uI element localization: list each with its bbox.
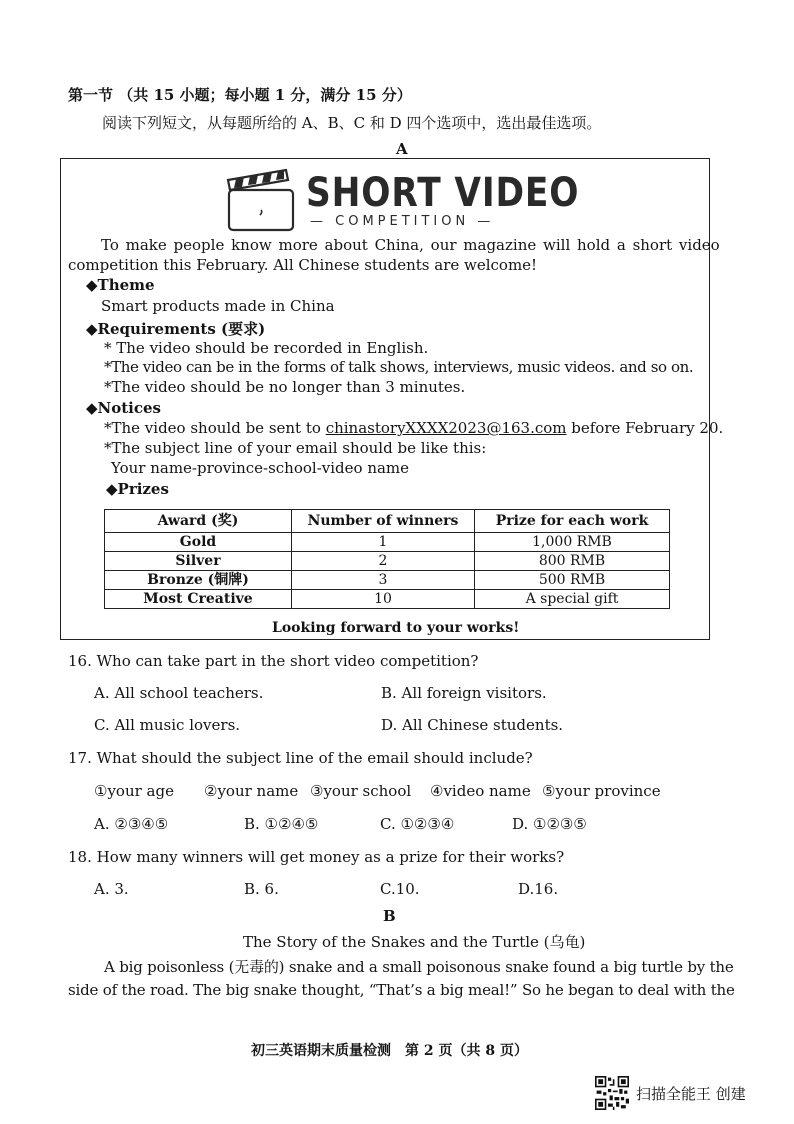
table-cell: 1,000 RMB	[475, 533, 670, 552]
prize-table	[104, 509, 670, 609]
q18-option-c: C.10.	[380, 880, 420, 898]
passage-b-line-1: A big poisonless (无毒的) snake and a small poisonous snake found a big turtle by the	[104, 958, 734, 976]
question-16-stem: 16. Who can take part in the short video competition?	[68, 652, 479, 670]
logo-subtitle: — COMPETITION —	[310, 214, 495, 229]
question-17-stem: 17. What should the subject line of the email should include?	[68, 749, 533, 767]
qr-code-icon	[595, 1076, 629, 1110]
table-header-row	[105, 510, 670, 533]
q18-option-b: B. 6.	[244, 880, 279, 898]
q16-option-b: B. All foreign visitors.	[381, 684, 547, 702]
table-row	[105, 533, 670, 552]
question-18-stem: 18. How many winners will get money as a prize for their works?	[68, 848, 565, 866]
page-footer: 初三英语期末质量检测 第 2 页（共 8 页）	[251, 1043, 528, 1059]
q17-option-d: D. ①②③⑤	[512, 815, 587, 833]
table-cell: Most Creative	[105, 590, 292, 609]
table-row	[105, 571, 670, 590]
intro-line-1: To make people know more about China, our magazine will hold a short video	[101, 236, 720, 254]
section-title: 第一节 （共 15 小题；每小题 1 分，满分 15 分）	[68, 86, 412, 104]
table-cell: 2	[292, 552, 475, 571]
table-row	[105, 590, 670, 609]
intro-line-2: competition this February. All Chinese students are welcome!	[68, 256, 538, 274]
q17-item: ⑤your province	[542, 782, 661, 800]
table-cell: Silver	[105, 552, 292, 571]
table-cell: 10	[292, 590, 475, 609]
table-header-cell: Prize for each work	[475, 510, 670, 533]
table-header-cell: Number of winners	[292, 510, 475, 533]
notice-item-1	[104, 419, 723, 437]
requirement-item: *The video should be no longer than 3 minutes.	[104, 378, 466, 396]
notices-heading: ◆Notices	[86, 399, 161, 417]
subject-format: Your name-province-school-video name	[111, 459, 410, 477]
table-row	[105, 552, 670, 571]
section-instruction: 阅读下列短文，从每题所给的 A、B、C 和 D 四个选项中，选出最佳选项。	[102, 114, 602, 132]
passage-b-label: B	[383, 907, 396, 925]
q17-item: ②your name	[204, 782, 299, 800]
table-header-cell: Award (奖)	[105, 510, 292, 533]
table-cell: 800 RMB	[475, 552, 670, 571]
q16-option-c: C. All music lovers.	[94, 716, 241, 734]
notice-1-prefix: *The video should be sent to	[104, 419, 326, 437]
scanner-watermark: 扫描全能王 创建	[636, 1085, 746, 1103]
q17-option-c: C. ①②③④	[380, 815, 455, 833]
notice-item-2: *The subject line of your email should be like this:	[104, 439, 487, 457]
q16-option-d: D. All Chinese students.	[381, 716, 564, 734]
notice-1-suffix: before February 20.	[566, 419, 724, 437]
theme-heading: ◆Theme	[86, 276, 155, 294]
requirements-heading: ◆Requirements (要求)	[86, 320, 266, 338]
closing-line: Looking forward to your works!	[272, 620, 520, 636]
table-cell: Gold	[105, 533, 292, 552]
logo-title: SHORT VIDEO	[306, 170, 580, 216]
table-cell: 500 RMB	[475, 571, 670, 590]
q17-item: ①your age	[94, 782, 174, 800]
q17-option-a: A. ②③④⑤	[94, 815, 169, 833]
table-cell: A special gift	[475, 590, 670, 609]
notice-email: chinastoryXXXX2023@163.com	[325, 419, 567, 437]
prizes-heading: ◆Prizes	[106, 480, 169, 498]
requirement-item: *The video can be in the forms of talk shows, interviews, music videos. and so on.	[104, 358, 694, 376]
clapperboard-icon	[224, 166, 296, 232]
q16-option-a: A. All school teachers.	[94, 684, 264, 702]
table-cell: 3	[292, 571, 475, 590]
table-cell: Bronze (铜牌)	[105, 571, 292, 590]
theme-text: Smart products made in China	[101, 297, 335, 315]
passage-a-label: A	[396, 140, 408, 158]
q17-item: ③your school	[310, 782, 412, 800]
q17-item: ④video name	[430, 782, 531, 800]
passage-b-line-2: side of the road. The big snake thought, “That’s a big meal!” So he began to deal with the	[68, 981, 735, 999]
q18-option-a: A. 3.	[94, 880, 129, 898]
requirement-item: * The video should be recorded in English.	[104, 339, 429, 357]
passage-b-title: The Story of the Snakes and the Turtle (乌龟)	[243, 933, 586, 951]
q17-option-b: B. ①②④⑤	[244, 815, 319, 833]
q18-option-d: D.16.	[518, 880, 559, 898]
table-cell: 1	[292, 533, 475, 552]
